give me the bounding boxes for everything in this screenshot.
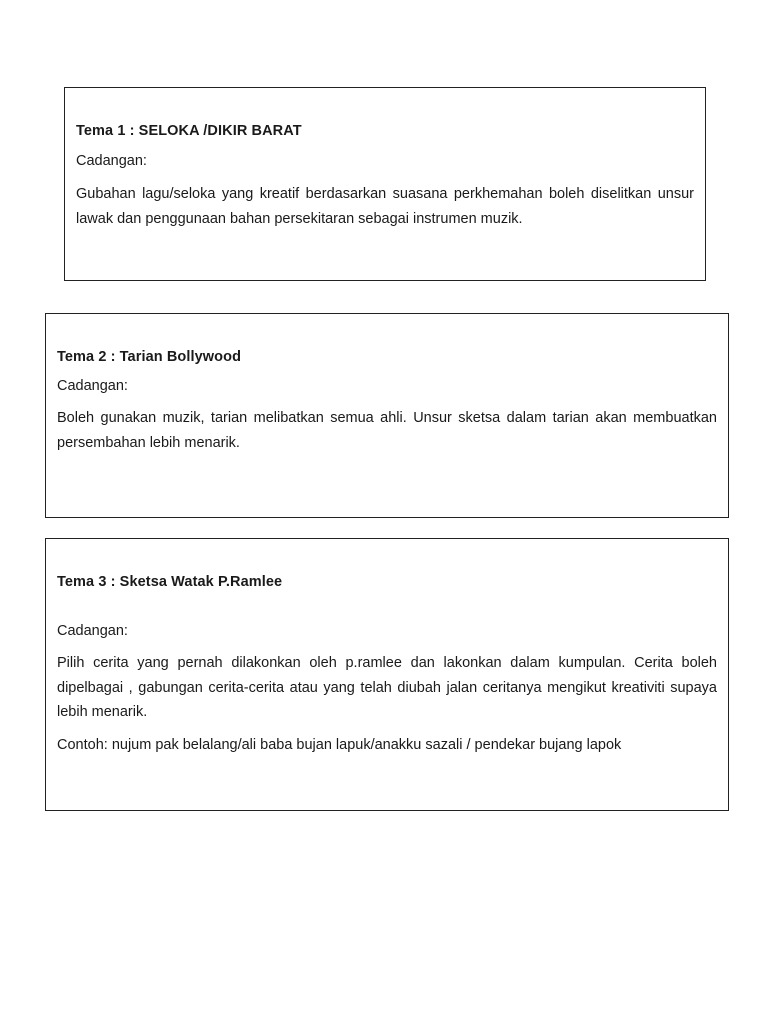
theme-1-suggestion-label: Cadangan:: [76, 153, 147, 169]
theme-1-description: Gubahan lagu/seloka yang kreatif berdasarkan suasana perkhemahan boleh diselitkan unsur lawak dan penggunaan bahan persekitaran sebagai instrumen muzik.: [76, 186, 694, 227]
theme-2-box: [45, 313, 729, 518]
theme-3-box: [45, 538, 729, 811]
theme-3-suggestion-label: Cadangan:: [57, 623, 128, 639]
theme-2-heading: Tema 2 : Tarian Bollywood: [57, 349, 242, 365]
theme-3-heading: Tema 3 : Sketsa Watak P.Ramlee: [57, 574, 283, 590]
theme-2-suggestion-label: Cadangan:: [57, 378, 128, 394]
theme-3-description: Pilih cerita yang pernah dilakonkan oleh p.ramlee dan lakonkan dalam kumpulan. Cerita boleh dipelbagai , gabungan cerita-cerita atau yang telah diubah jalan ceritanya mengikut kreativiti supaya lebih menarik.: [57, 655, 717, 720]
theme-3-example: Contoh: nujum pak belalang/ali baba bujan lapuk/anakku sazali / pendekar bujang lapok: [57, 736, 622, 753]
theme-1-heading: Tema 1 : SELOKA /DIKIR BARAT: [76, 123, 302, 139]
theme-1-box: [64, 87, 706, 281]
theme-2-description: Boleh gunakan muzik, tarian melibatkan semua ahli. Unsur sketsa dalam tarian akan membuatkan persembahan lebih menarik.: [57, 410, 717, 451]
